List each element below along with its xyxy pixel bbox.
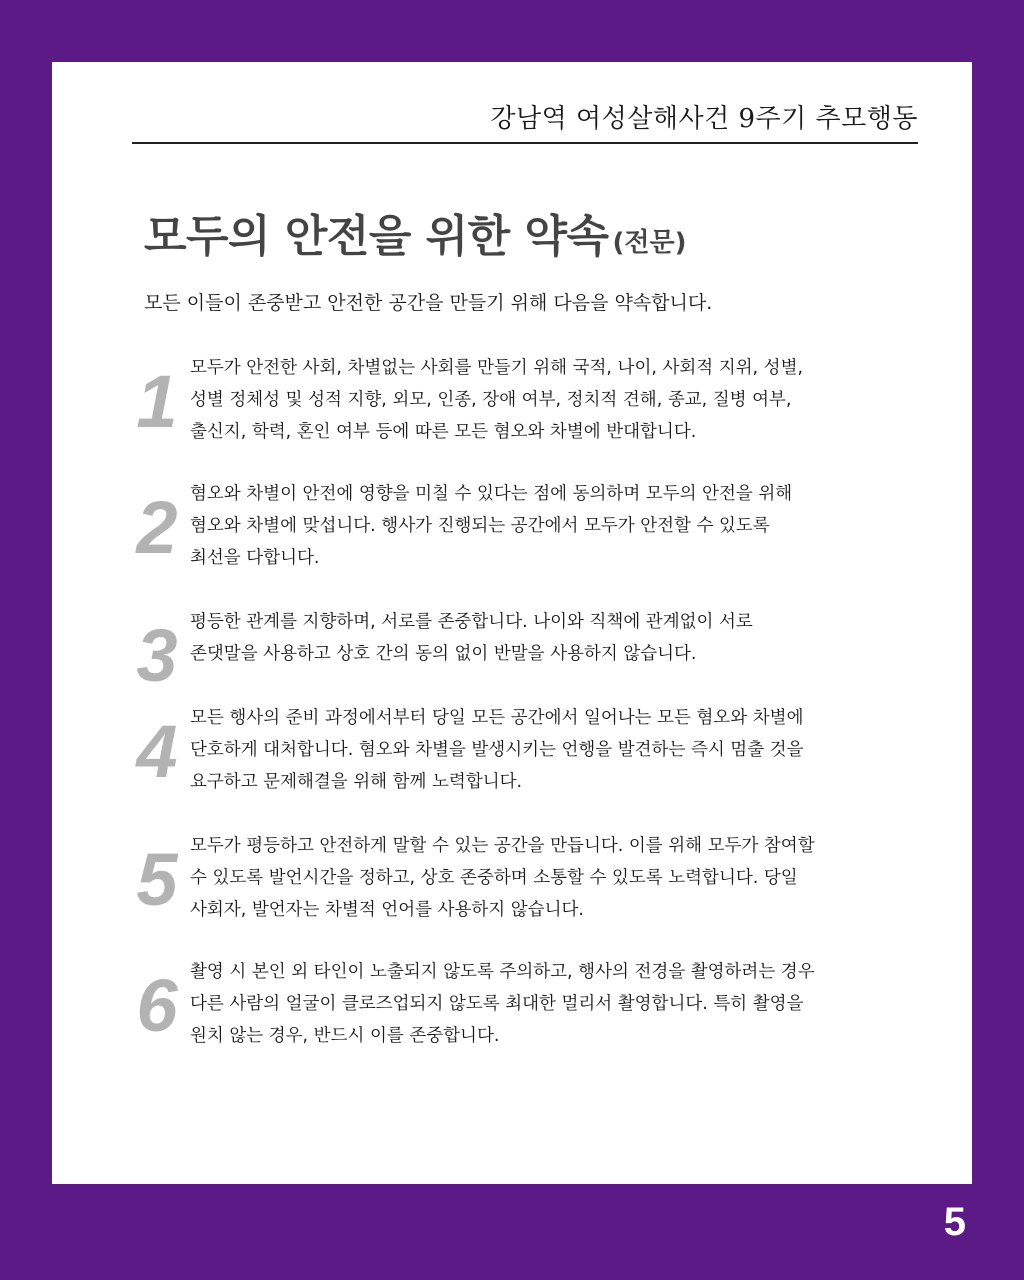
pledge-item-2: [128, 478, 928, 578]
pledge-text: [190, 956, 890, 1052]
pledge-number: 3: [136, 614, 178, 697]
pledge-number: 1: [136, 360, 178, 443]
pledge-text: [190, 702, 890, 798]
page-number: 5: [943, 1200, 966, 1244]
pledge-line: 혐오와 차별이 안전에 영향을 미칠 수 있다는 점에 동의하며 모두의 안전을 위해: [190, 484, 793, 504]
main-title: [144, 200, 687, 264]
pledge-line: 모든 행사의 준비 과정에서부터 당일 모든 공간에서 일어나는 모든 혐오와 차별에: [190, 708, 804, 728]
pledge-number: 2: [136, 486, 178, 569]
pledge-line: 원치 않는 경우, 반드시 이를 존중합니다.: [190, 1026, 500, 1046]
pledge-item-4: [128, 702, 928, 802]
pledge-line: 존댓말을 사용하고 상호 간의 동의 없이 반말을 사용하지 않습니다.: [190, 644, 697, 664]
pledge-text: [190, 478, 890, 574]
pledge-line: 평등한 관계를 지향하며, 서로를 존중합니다. 나이와 직책에 관계없이 서로: [190, 612, 753, 632]
pledge-number: 6: [136, 964, 178, 1047]
pledge-text: [190, 352, 890, 448]
pledge-line: 혐오와 차별에 맞섭니다. 행사가 진행되는 공간에서 모두가 안전할 수 있도록: [190, 516, 770, 536]
pledge-item-5: [128, 830, 928, 930]
pledge-item-6: [128, 956, 928, 1056]
header-divider: [132, 142, 918, 144]
pledge-line: 수 있도록 발언시간을 정하고, 상호 존중하며 소통할 수 있도록 노력합니다. 당일: [190, 868, 798, 888]
document-card: [52, 62, 972, 1184]
pledge-line: 촬영 시 본인 외 타인이 노출되지 않도록 주의하고, 행사의 전경을 촬영하려는 경우: [190, 962, 815, 982]
pledge-text: [190, 606, 890, 670]
pledge-text: [190, 830, 890, 926]
pledge-line: 출신지, 학력, 혼인 여부 등에 따른 모든 혐오와 차별에 반대합니다.: [190, 422, 697, 442]
pledge-line: 단호하게 대처합니다. 혐오와 차별을 발생시키는 언행을 발견하는 즉시 멈출 것을: [190, 740, 804, 760]
pledge-number: 5: [136, 838, 178, 921]
pledge-line: 사회자, 발언자는 차별적 언어를 사용하지 않습니다.: [190, 900, 584, 920]
pledge-line: 모두가 평등하고 안전하게 말할 수 있는 공간을 만듭니다. 이를 위해 모두가 참여할: [190, 836, 815, 856]
pledge-number: 4: [136, 710, 178, 793]
pledge-line: 다른 사람의 얼굴이 클로즈업되지 않도록 최대한 멀리서 촬영합니다. 특히 촬영을: [190, 994, 804, 1014]
pledge-line: 성별 정체성 및 성적 지향, 외모, 인종, 장애 여부, 정치적 견해, 종교, 질병 여부,: [190, 390, 792, 410]
pledge-item-1: [128, 352, 928, 452]
pledge-line: 요구하고 문제해결을 위해 함께 노력합니다.: [190, 772, 523, 792]
pledge-line: 모두가 안전한 사회, 차별없는 사회를 만들기 위해 국적, 나이, 사회적 지위, 성별,: [190, 358, 804, 378]
pledge-item-3: [128, 606, 928, 706]
pledge-line: 최선을 다합니다.: [190, 548, 320, 568]
header-title: 강남역 여성살해사건 9주기 추모행동: [490, 104, 918, 134]
intro-text: 모든 이들이 존중받고 안전한 공간을 만들기 위해 다음을 약속합니다.: [144, 292, 713, 314]
main-title-text: 모두의 안전을 위한 약속: [144, 211, 609, 262]
main-title-suffix: (전문): [612, 228, 687, 258]
